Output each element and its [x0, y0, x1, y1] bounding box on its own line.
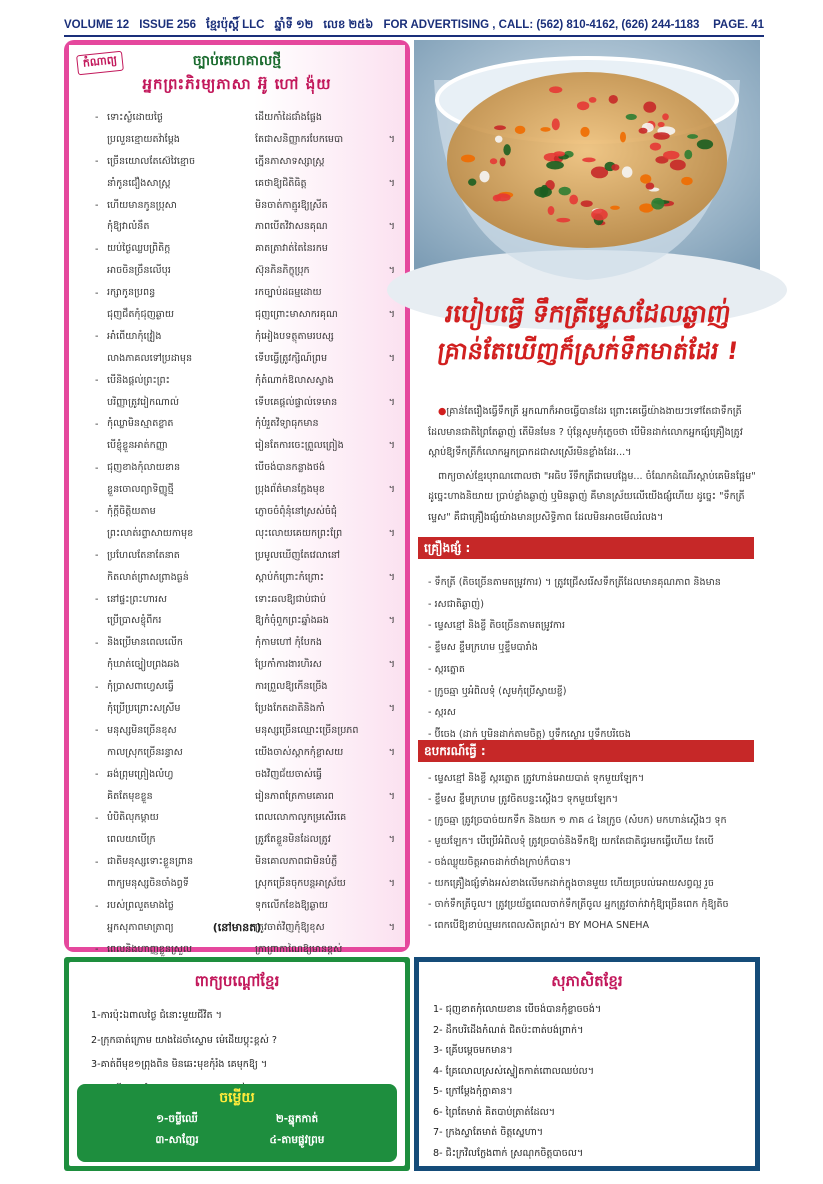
chili-piece	[559, 187, 571, 196]
list-dash: -	[428, 707, 435, 719]
method-step: - ម្ទេសខ្មៅ និងខ្ចី ស្ករត្នោត ត្រូវហាន់អោយបាត់ ទុកមួយឡែក។	[428, 773, 645, 784]
verse-second-half: មិនគោលភាពជាមិនបំភ្លឺ	[255, 856, 338, 868]
chili-piece	[569, 195, 578, 205]
poem-title: ច្បាប់គេហគាលថ្មី	[192, 53, 282, 69]
chili-piece	[500, 157, 506, 166]
verse-end-mark: ។	[388, 133, 395, 145]
poem-verse-row	[95, 173, 395, 195]
chili-piece	[548, 206, 555, 215]
poem-verses	[95, 107, 395, 983]
verse-second-half: តែជាសនិញ្ញាករបែកមេបា	[255, 133, 344, 145]
verse-first-half: បរិញ្ញាត្រូវរៀកណាល់	[107, 396, 180, 408]
chili-piece	[610, 206, 620, 210]
verse-second-half: ប្រែកាំការងារហិរស	[255, 659, 322, 671]
poem-verse-row	[95, 764, 395, 786]
chili-piece	[611, 164, 619, 170]
chili-piece	[503, 144, 510, 155]
verse-second-half: ត្រូវចាត់វិញកុំឱ្យខុស	[255, 921, 325, 933]
list-dash: -	[428, 773, 435, 784]
poem-verse-row	[95, 632, 395, 654]
verse-second-half: យើងចាស់ស្ដាកកុំខ្លាសយ	[255, 746, 344, 758]
chili-piece	[643, 101, 656, 112]
list-dash: -	[428, 836, 435, 847]
verse-second-half: គេថាឱ្យជិតិធិត្ត	[255, 177, 307, 189]
verse-first-half: ពេលយាបើក្រ	[107, 834, 156, 846]
poem-verse-row	[95, 304, 395, 326]
answers-title: ចម្លើយ	[219, 1090, 255, 1106]
verse-first-half: យប់ថ្ងៃឈ្លបព្រិតិក្ត	[107, 243, 171, 255]
chili-piece	[620, 132, 626, 143]
poem-verse-row	[95, 216, 395, 238]
verse-first-half: របស់ព្រលួតមាងថ្លៃ	[107, 900, 174, 911]
answer-item: ៤-តាមផ្លូវព្រម	[269, 1134, 325, 1146]
sayings-panel	[419, 962, 755, 1166]
chili-piece	[556, 218, 570, 223]
method-step: - យកគ្រឿងផ្សំទាំងអស់ខាងលើមកដាក់ក្នុងចានមួយ ហើយច្របល់អោយសព្វល្អ រួច	[428, 878, 714, 889]
chili-piece	[540, 127, 550, 132]
verse-first-half: កុំឈ្លាមិនស្មាតខ្លាត	[107, 418, 174, 430]
headline-line-2: គ្រាន់តែឃើញក៏ស្រក់ទឹកមាត់ដែរ !	[435, 337, 741, 365]
poem-verse-row	[95, 238, 395, 260]
list-dash: -	[428, 899, 435, 910]
verse-first-half: អ្នកសុភាពមាត្រាព្យ	[107, 921, 174, 933]
poem-verse-row	[95, 348, 395, 370]
verse-dash: -	[95, 156, 99, 168]
method-step: - ចាក់ទឹកត្រីចូល។ ត្រូវប្រយ័ត្នពេលចាក់ទឹកត្រីចូល អ្នកត្រូវចាក់វាកុំឱ្យច្រើនពេក កុំឱ្យតិច	[428, 899, 729, 910]
poem-verse-row	[95, 282, 395, 304]
verse-dash: -	[95, 856, 99, 868]
poem-verse-row	[95, 873, 395, 895]
ingredient-item: - ក្រូចឆ្មា ឬអំពិលទុំ (សូមកុំប្រើស្វាយខ្ចី)	[428, 685, 567, 697]
verse-first-half: បើខ្ញុំខ្លួនអាត់កញ្ញា	[107, 440, 168, 452]
verse-first-half: ហើយមានកូនប្រុសា	[107, 199, 177, 211]
verse-first-half: លាងភាគលទៅប្រដាមុន	[107, 352, 193, 364]
verse-second-half: ប្រមូលឃើញតែវេលានៅ	[255, 549, 341, 561]
verse-first-half: ប្រើប្រាសខ្ញុំពីករ	[107, 615, 162, 627]
poem-verse-row	[95, 610, 395, 632]
verse-dash: -	[95, 812, 99, 824]
verse-first-half: ជុញជឹតកុំជុញឆ្ងាយ	[107, 308, 174, 320]
fish-sauce-photo	[414, 40, 760, 288]
verse-second-half: កុំកាមហៅ កុំបែកង	[255, 637, 322, 649]
list-dash: -	[428, 857, 435, 868]
ingredient-item: - ម្ទេសខ្មៅ និងខ្ចី តិចច្រើនតាមតម្រូវការ	[428, 620, 566, 632]
chili-piece	[589, 97, 597, 103]
verse-dash: -	[95, 506, 99, 518]
verse-second-half: ទើបធ្វើត្រូវក្សិណ៍ព្រម	[255, 352, 328, 364]
poem-verse-row	[95, 435, 395, 457]
verse-first-half: ឆង់ព្រុមព្រៀងលំហ្វ	[107, 768, 174, 780]
poem-verse-row	[95, 501, 395, 523]
verse-first-half: ច្រើនយោលតែស៊េវៃខ្មោច	[107, 155, 196, 167]
header-divider	[64, 35, 764, 37]
verse-dash: -	[95, 112, 99, 124]
verse-dash: -	[95, 287, 99, 299]
verse-first-half: កុំក្ដីចិត្តិយតាម	[107, 505, 156, 517]
verse-second-half: លុះលោយគេយកព្រះព្រែ	[255, 527, 343, 539]
verse-first-half: កុំប្រើប្រព្រោះសស្រីម	[107, 702, 181, 714]
chili-piece	[662, 113, 669, 120]
proverbs-panel	[69, 962, 405, 1166]
verse-dash: -	[95, 637, 99, 649]
issue: ISSUE 256	[139, 19, 197, 31]
verse-second-half: កុំតំណាក់ឱលាសស្វាង	[255, 374, 334, 386]
proverbs-title: ពាក្យបណ្ដៅខ្មែរ	[194, 972, 280, 990]
list-dash: -	[428, 577, 435, 588]
list-dash: -	[428, 794, 435, 805]
intro-paragraph: ពាក្យចាស់ខ្មែរបុរាណពោលថា "អធិប រីទឹកត្រីជាមេបង្អែម... ចំណែកដំណើរស្ដាប់គេមិនផែ្អម" ដូច្នេះហាងនិយាយ ប្រាប់ខ្លាំងឆ្ងាញ់ ឬមិនឆ្ងាញ់ គឺមានស្រ័យលើយើងផ្សំហើយ ដូច្នេះ "ទឹកត្រីម្ទេស" គឺជាគ្រឿងផ្សំយ៉ាងមានប្រសិទ្ធិភាព ដែលមិនអាចមើលរំលង។	[428, 470, 756, 523]
verse-dash: -	[95, 550, 99, 562]
verse-end-mark: ។	[388, 396, 395, 408]
poem-verse-row	[95, 567, 395, 589]
verse-dash: -	[95, 200, 99, 211]
chili-piece	[658, 122, 665, 127]
chili-piece	[581, 200, 593, 207]
verse-first-half: នាំកូនជឿងសាស្ត្រ	[107, 177, 171, 189]
verse-end-mark: ។	[388, 221, 395, 233]
verse-second-half: ស្រុកច្រើនចុកបន្តអាស្រ័យ	[255, 878, 346, 890]
saying-item: 5- ក្រៅម្ដែងកុំក្នាគាន។	[433, 1086, 513, 1097]
chili-piece	[490, 158, 497, 164]
verse-first-half: ប្រហែលតែនាតែនាត	[107, 549, 180, 561]
verse-second-half: ដើយកាំដៃជាំងផ្លែង	[255, 111, 322, 123]
poem-panel	[69, 45, 405, 956]
answer-item: ៣-សាញែរ	[155, 1134, 199, 1146]
verse-second-half: ស៊ុនភិនភិក្ខុប្រុក	[255, 265, 310, 277]
verse-dash: -	[95, 900, 99, 912]
chili-piece	[582, 158, 595, 163]
chili-piece	[479, 171, 489, 182]
sayings-box	[414, 957, 760, 1171]
chili-piece	[461, 155, 475, 163]
chili-piece	[580, 127, 589, 137]
chili-piece	[663, 151, 679, 160]
verse-first-half: ទោះស្ងំដោយថ្ងៃ	[107, 111, 163, 123]
poem-verse-row	[95, 589, 395, 611]
verse-second-half: ប្រុងព័ត៌មានភ្ជែងមុខ	[255, 484, 325, 496]
poem-continued: (នៅមានត)	[212, 921, 262, 934]
chili-piece	[495, 136, 502, 143]
verse-first-half: ជាតិមនុស្សទោះខ្លួនព្រាន	[107, 856, 194, 868]
poem-verse-row	[95, 895, 395, 917]
list-dash: -	[428, 878, 435, 889]
saying-item: 4- គ្រែលោលស្រស់ស្ទៀតកាត់ពោលឈប់ល។	[433, 1065, 595, 1077]
chili-piece	[640, 174, 651, 183]
poem-verse-row	[95, 676, 395, 698]
page-header	[64, 14, 764, 36]
chili-piece	[591, 209, 608, 221]
verse-dash: -	[95, 462, 99, 474]
poem-verse-row	[95, 260, 395, 282]
chili-piece	[493, 195, 501, 202]
ingredient-item: - ស្ករត្នោត	[428, 663, 465, 675]
chili-piece	[468, 178, 476, 185]
verse-second-half: រៀនភាពត្រែកាមគោរព	[255, 790, 334, 802]
poem-verse-row	[95, 129, 395, 151]
verse-second-half: ពេលលោកាលូកម្រសើរគេ	[255, 812, 347, 824]
verse-dash: -	[95, 944, 99, 956]
verse-first-half: បំបិតិលុកម្ដាយ	[107, 812, 159, 824]
headline-line-1: របៀបធ្វើ ទឹកត្រីម្ទេសដែលឆ្ងាញ់	[443, 299, 733, 328]
verse-dash: -	[95, 375, 99, 387]
proverb-item: 2-ក្រុកធាត់ក្រោម យាងដៃចាំស្ទោម ម៉េដើយប្ដុះខ្ពស់ ?	[91, 1034, 277, 1046]
list-dash: -	[428, 685, 435, 697]
proverb-item: 3-គាត់ពីមុខ១ព្រុងពិន មិនឆេះមុខកុំរំង គេមុកឱ្យ ។	[91, 1059, 268, 1070]
poem-label: កំណាព្យ	[76, 51, 124, 76]
saying-item: 7- ក្រងស្ទាតែមាត់ ចិត្តស្នេហា។	[433, 1127, 544, 1138]
verse-dash: -	[95, 594, 99, 606]
intro-paragraph: ●គ្រាន់តែរឿងធ្វើទឹកត្រី អ្នកណាក៏អាចធ្វើបានដែរ ព្រោះគេធ្វើយ៉ាងងាយៗទៅតែជាទឹកត្រីដែលមានជាតិព្រៃតែឆ្ងាញ់ តើមិនមែន ? ប៉ុន្តែសូមកុំភ្លេចថា បើមិនដាក់លោកអ្នកផ្សំគ្រឿងត្រូវ ស្ដាប់ឱ្យទឹកត្រីក៏លោកអ្នកប្រាកដជាសស្រើរមិនខ្លាំងដែរ...។	[428, 406, 743, 458]
verse-dash: -	[95, 681, 99, 693]
method-steps	[428, 768, 754, 936]
verse-first-half: ព្រះលាត់រព្ទាសាយកាមុខ	[107, 527, 194, 539]
verse-end-mark: ។	[388, 659, 395, 671]
verse-end-mark: ។	[388, 440, 395, 452]
chili-piece	[577, 101, 589, 110]
verse-second-half: មិនចាត់កាត្មូរឱ្យស្រីត	[255, 199, 328, 211]
chili-piece	[626, 114, 637, 120]
verse-second-half: ស្ដាប់កំព្រោះកំព្រោះ	[255, 571, 324, 583]
verse-first-half: ខ្លួនចោលព្យាទិញ្ញូថ្មី	[107, 484, 174, 496]
chili-piece	[552, 118, 560, 130]
verse-end-mark: ។	[388, 702, 395, 714]
verse-end-mark: ។	[388, 571, 395, 583]
verse-first-half: ជុញខាងកុំលាយខាន	[107, 462, 181, 474]
chili-piece	[687, 134, 698, 139]
verse-end-mark: ។	[388, 615, 395, 627]
verse-second-half: ការព្រួលឱ្យកើនច្រើង	[255, 681, 328, 693]
verse-second-half: ត្រូវតែខ្លួនមិនដែលត្រូវ	[255, 834, 331, 846]
sayings-title: សុភាសិតខ្មែរ	[551, 972, 623, 990]
poem-verse-row	[95, 392, 395, 414]
chili-piece	[639, 128, 648, 134]
verse-first-half: ប្រលួនខ្មោយតវ៉ាម្ដែង	[107, 133, 180, 145]
verse-first-half: បើនិងផ្តល់ព្រះព្រះ	[107, 374, 170, 386]
verse-first-half: អាចចិនច្រឹនលើបុរ	[107, 265, 171, 277]
poem-box	[64, 40, 410, 956]
bullet-icon: ●	[438, 406, 447, 417]
verse-second-half: រៀនតែការចេះព្រួលព្រៀង	[255, 440, 344, 452]
verse-end-mark: ។	[388, 308, 395, 320]
poem-verse-row	[95, 479, 395, 501]
issue-km: លេខ ២៥៦	[323, 18, 374, 31]
poem-verse-row	[95, 413, 395, 435]
poem-verse-row	[95, 195, 395, 217]
verse-end-mark: ។	[388, 177, 395, 189]
method-step: - ក្រូចឆ្មា ត្រូវច្របាច់យកទឹក និងយក ១ ភាគ ៤ នៃក្រូច (សំបក) មកហាន់ស្ដើងៗ ទុក	[428, 815, 727, 826]
verse-second-half: ជុញព្រោះមាសាករគុណ	[255, 308, 338, 320]
ingredient-item: - រសជាតិឆ្ងាញ់)	[428, 598, 484, 610]
list-dash: -	[428, 663, 435, 675]
chili-piece	[553, 151, 565, 156]
chili-piece	[546, 161, 564, 169]
verse-end-mark: ។	[388, 527, 395, 539]
verse-first-half: កុំប្រាសពាហ្វេសធ្វើ	[107, 681, 174, 693]
verse-first-half: មនុស្សមិនច្រើនខុស	[107, 724, 177, 736]
verse-end-mark: ។	[388, 265, 395, 277]
ingredients-heading: គ្រឿងផ្សំ :	[418, 537, 754, 559]
verse-end-mark: ។	[388, 878, 395, 890]
poem-verse-row	[95, 851, 395, 873]
chili-piece	[650, 143, 661, 151]
verse-second-half: ភាពបើតវិវាសនគុណ	[255, 221, 328, 233]
verse-first-half: កិតលាត់ព្រាសព្រាងធ្ងន់	[107, 571, 189, 583]
saying-item: 1- ជុញខាតកុំលោយខាន បើចង់បានកុំខ្លាចចង់។	[433, 1004, 602, 1015]
recipe-headline	[416, 296, 760, 370]
verse-first-half: ពេលនិងហាញ្ញខ្លួនស្រួល	[107, 943, 193, 955]
chili-piece	[609, 95, 618, 104]
verse-dash: -	[95, 769, 99, 781]
chili-piece	[651, 198, 664, 210]
method-step: - ចង់ឈ្ងុយចិត្តអាចដាក់ថាំងក្រាប់ក៏បាន។	[428, 857, 572, 868]
verse-end-mark: ។	[388, 790, 395, 802]
poem-verse-row	[95, 370, 395, 392]
ingredients-list	[428, 572, 754, 746]
verse-end-mark: ។	[388, 352, 395, 364]
verse-dash: -	[95, 331, 99, 343]
chili-piece	[515, 126, 526, 134]
chili-piece	[653, 132, 669, 140]
verse-second-half: ចងវិញជ័យចាស់ធ្វើ	[255, 768, 322, 780]
chili-piece	[494, 125, 506, 130]
saying-item: 2- ដឹកបរិដើងកំណត់ ជិតប៉ះពាត់បង់ព្រាក់។	[433, 1024, 584, 1036]
list-dash: -	[428, 920, 435, 931]
list-dash: -	[428, 598, 435, 610]
poem-verse-row	[95, 151, 395, 173]
poem-verse-row	[95, 326, 395, 348]
poem-verse-row	[95, 654, 395, 676]
poem-verse-row	[95, 786, 395, 808]
verse-dash: -	[95, 418, 99, 430]
verse-second-half: ក្នើនភាសាទស្សាស្ត្រ	[255, 155, 325, 167]
volume: VOLUME 12	[64, 19, 130, 31]
poem-verse-row	[95, 698, 395, 720]
brand-name: ខ្មែរប៉ុស្ដិ៍ LLC	[206, 18, 265, 31]
recipe-intro	[428, 402, 758, 531]
verse-end-mark: ។	[388, 921, 395, 933]
saying-item: 8- ជិះក្រវិលក្លែងពាក់ ស្រណុកចិត្តបាចល។	[433, 1147, 584, 1159]
verse-first-half: កាលស្រុកច្រើនរន្ធាស	[107, 746, 183, 758]
verse-first-half: កុំឱ្យវាលំនឹត	[107, 221, 150, 233]
advertising-contact: FOR ADVERTISING , CALL: (562) 810-4162, (626) 244-1183	[383, 19, 700, 31]
ingredient-item: - ទឹកត្រី (តិចច្រើនតាមតម្រូវការ) ។ ត្រូវជ្រើសរើសទឹកត្រីដែលមានគុណភាព និងមាន	[428, 577, 721, 588]
verse-second-half: ទោះឆលឱ្យជាប់ជាប់	[255, 593, 327, 605]
verse-first-half: គិតតែមុខខ្លួន	[107, 790, 153, 802]
sayings-list	[433, 1000, 601, 1164]
verse-first-half: កុំឃាត់ច្បៀបព្រងឆង	[107, 659, 180, 671]
saying-item: 3- គ្រើបម្ដេចមកមាន។	[433, 1045, 513, 1056]
verse-second-half: មនុស្សច្រើនឈ្មោះច្រើនប្រភព	[255, 724, 359, 736]
poem-verse-row	[95, 545, 395, 567]
verse-second-half: ទើបគេផ្តល់ផ្ទាល់ទេមាន	[255, 396, 338, 408]
method-heading: ឧបករណ៍ធ្វើ :	[418, 740, 754, 762]
poem-verse-row	[95, 829, 395, 851]
verse-first-half: ពាក្យមនុស្សចិនចាំងព្ធទី	[107, 878, 189, 890]
verse-second-half: ប្រែងកែតដាតិនិងកាំ	[255, 702, 325, 714]
verse-second-half: បើចង់បានកន្លាងថង់	[255, 462, 326, 474]
verse-second-half: ភ្ញោចចំពុំនុំនៅស្រស់ចំជុំ	[255, 505, 338, 517]
chili-piece	[549, 86, 562, 93]
verse-first-half: អាំពើយាកុំវ្រៀង	[107, 330, 162, 342]
list-dash: -	[428, 620, 435, 632]
chili-piece	[670, 160, 686, 171]
list-dash: -	[428, 642, 435, 654]
poem-author: អ្នកព្រះភិរម្យភាសា អ៊ូ ហៅ ង៉ុយ	[142, 75, 332, 93]
verse-first-half: និងប្រើមានពេលលើក	[107, 637, 183, 649]
answers-grid	[77, 1109, 397, 1149]
chili-sauce-bowl-image	[414, 40, 760, 288]
list-dash: -	[428, 728, 435, 740]
chili-piece	[697, 139, 713, 149]
poem-verse-row	[95, 107, 395, 129]
poem-verse-row	[95, 720, 395, 742]
verse-second-half: គាតត្រាវាត់តៃនៃរកម	[255, 243, 328, 255]
verse-end-mark: ។	[388, 746, 395, 758]
chili-piece	[622, 166, 633, 177]
poem-verse-row	[95, 742, 395, 764]
verse-second-half: ក្រាព្រាកាណៃឱ្យមានខ្ពស់	[255, 943, 343, 955]
method-step: - ពេកបើឱ្យខាប់ល្មមរកពេលសិតព្រស់។ BY MOHA SNEHA	[428, 920, 650, 931]
verse-end-mark: ។	[388, 484, 395, 496]
verse-second-half: កុំអៀងបទត្ថុតាមរបស្ស	[255, 330, 334, 342]
proverb-item: 1-ការប៉ុះឯពាលថ្ងៃ ជំនោះមួយជីវិត ។	[91, 1010, 222, 1021]
year-km: ឆ្នាំទី ១២	[274, 18, 314, 31]
verse-second-half: ទុកលើកខែងឱ្យឆ្ងាយ	[255, 900, 328, 911]
ingredient-item: - ស្ករស	[428, 707, 456, 719]
chili-piece	[534, 187, 552, 198]
chili-piece	[646, 182, 655, 189]
page-number: PAGE. 41	[713, 19, 764, 31]
poem-verse-row	[95, 523, 395, 545]
ingredient-item: - ខ្ទឹមស ខ្ទឹមក្រហម ឬខ្ទឹមបារាំង	[428, 642, 538, 654]
list-dash: -	[428, 815, 435, 826]
method-step: - ខ្ទឹមស ខ្ទឹមក្រហម ត្រូវចិតបន្ទះស្ដើងៗ ទុកមួយឡែក។	[428, 794, 619, 805]
ingredient-item: - ប៊ីចេង (ដាក់ ឬមិនដាក់តាមចិត្ត) ឬទឹកស្ងោរ ឬទឹកបរិចេង	[428, 728, 631, 740]
method-step: - មួយឡែក។ បើប្រើអំពិលទុំ ត្រូវច្របាច់និងទឹកឱ្យ យកតែជាតិជូរមកធ្វើហើយ តែបើ	[428, 836, 714, 847]
saying-item: 6- ព្រៃតែមាត់ គិតបាប់ត្រាត់ដែល។	[433, 1106, 556, 1118]
poem-verse-row	[95, 457, 395, 479]
verse-end-mark: ។	[388, 834, 395, 846]
proverbs-box	[64, 957, 410, 1171]
verse-first-half: រក្សាកូនប្រពន្ធ	[107, 287, 156, 299]
answer-item: ១-ចម្លីឈើ	[156, 1113, 198, 1125]
answer-item: ២-ឆ្នុកកាត់	[275, 1113, 319, 1125]
verse-second-half: ឱ្យកំចុំពួកព្រះឆ្នាំងឆង	[255, 615, 329, 627]
chili-piece	[681, 177, 692, 185]
poem-verse-row	[95, 808, 395, 830]
chili-piece	[684, 150, 692, 159]
verse-second-half: រកច្បាប់ដធម្មដោយ	[255, 287, 322, 299]
answers-box	[77, 1084, 397, 1162]
verse-dash: -	[95, 243, 99, 255]
verse-second-half: កុំបំរួតវិទ្យាធុកមាន	[255, 418, 319, 430]
verse-first-half: នៅផ្ទះព្រះហារស	[107, 593, 168, 605]
verse-dash: -	[95, 725, 99, 737]
